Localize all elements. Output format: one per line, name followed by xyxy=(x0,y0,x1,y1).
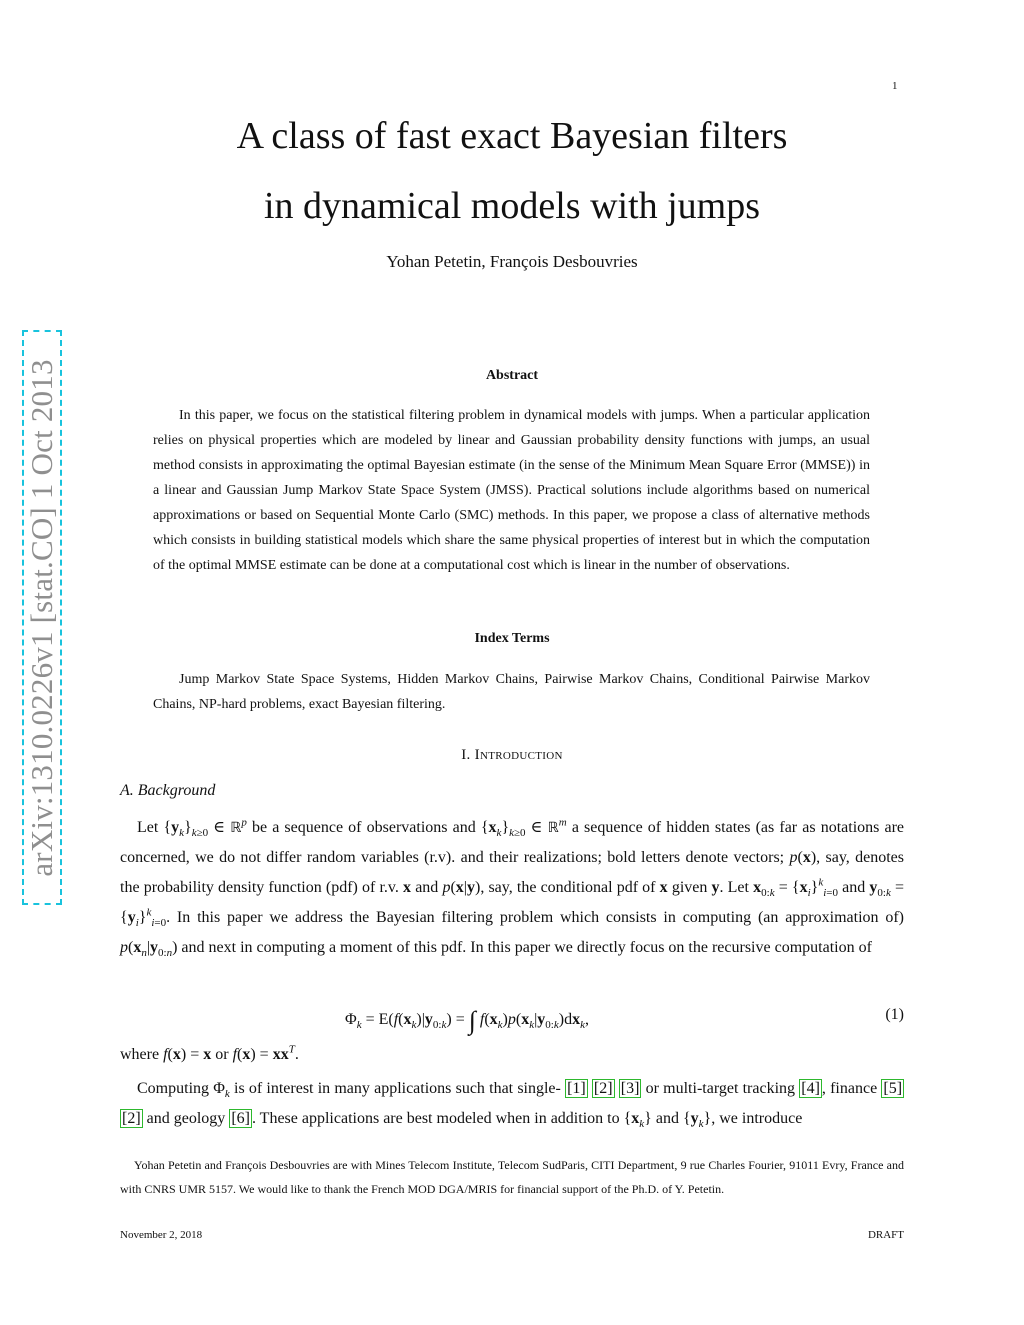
introduction-paragraph-1: Let $\{y_k\}_{k\ge 0}$ ∈ ℝ$^p$ be a sequence of observations and $\{x_k\}_{k\ge 0}$ ∈ ℝ$^m$ a sequence of hidden states (as far as notations are concerned, we do not differ random variables (r.v). and their realizations; bold letters denote vectors; p(x), say, denotes the probability density function (pdf) of r.v. x and p(x|y), say, the conditional pdf of x given y. Let $x_{0:k} = \{x_i\}^k_{i=0}$ and $y_{0:k} = \{y_i\}^k_{i=0}$. In this paper we address the Bayesian filtering problem which consists in computing (an approximation of) $p(x_n|y_{0:n})$ and next in computing a moment of this pdf. In this paper we directly focus on the recursive computation of xyxy=(120,816,905,960)
section-title-initial: I xyxy=(474,747,480,763)
introduction-paragraph-2: Computing $\Phi_k$ is of interest in many applications such that single- [1] [2] [3] or multi-target tracking [4] , finance [5] [2] and geology [6] . These applications are best modeled when in addition to $\{x_k\}$ and $\{y_k\}$, we introduce xyxy=(122,1080,903,1131)
arxiv-stamp xyxy=(22,330,62,905)
equation-number: (1) xyxy=(885,1006,904,1023)
citation-link[interactable]: [4] xyxy=(801,1080,820,1097)
section-title-rest: ntroduction xyxy=(479,747,563,763)
author-list: Yohan Petetin, François Desbouvries xyxy=(386,252,638,271)
citation-link[interactable]: [5] xyxy=(883,1080,903,1097)
section-heading xyxy=(0,747,1024,764)
equation-where-clause: where f(x) = x or $f(x) = xx^T$. xyxy=(120,1043,299,1063)
index-terms-heading: Index Terms xyxy=(474,631,550,646)
subsection-heading: A. Background xyxy=(120,782,216,799)
paper-title-line-2: in dynamical models with jumps xyxy=(263,185,761,227)
author-footnote: Yohan Petetin and François Desbouvries are with Mines Telecom Institute, Telecom SudParis, CITI Department, 9 rue Charles Fourier, 91011 Evry, France and with CNRS UMR 5157. We would like to thank the French MOD DGA/MRIS for financial support of the Ph.D. of Y. Petetin. xyxy=(120,1158,904,1196)
arxiv-identifier: arXiv:1310.0226v1 [stat.CO] 1 Oct 2013 xyxy=(24,358,59,877)
page-number: 1 xyxy=(892,80,898,92)
citation-link[interactable]: [1] xyxy=(567,1080,586,1097)
abstract-text: In this paper, we focus on the statistical filtering problem in dynamical models with jumps. When a particular application relies on physical properties which are modeled by linear and Gaussian probability density functions with jumps, an usual method consists in approximating the optimal Bayesian estimate (in the sense of the Minimum Mean Square Error (MMSE)) in a linear and Gaussian Jump Markov State Space System (JMSS). Practical solutions include algorithms based on numerical approximations or based on Sequential Monte Carlo (SMC) methods. In this paper, we propose a class of alternative methods which consists in building statistical models which share the same physical properties of interest but in which the computation of the optimal MMSE estimate can be done at a computational cost which is linear in the number of observations. xyxy=(153,408,870,573)
citation-link[interactable]: [3] xyxy=(620,1080,640,1097)
citation-link[interactable]: [2] xyxy=(593,1080,613,1097)
paper-title-line-1: A class of fast exact Bayesian filters xyxy=(236,115,788,157)
abstract-heading: Abstract xyxy=(485,368,539,383)
footer-status: DRAFT xyxy=(867,1229,904,1241)
equation-1 xyxy=(120,1004,904,1038)
section-number: I. xyxy=(461,747,475,763)
equation-body: $\Phi_k = E(f(x_k)|y_{0:k})$ = ∫ $f(x_k)p(x_k|y_{0:k})dx_k$, xyxy=(345,1006,589,1035)
index-terms-text: Jump Markov State Space Systems, Hidden Markov Chains, Pairwise Markov Chains, Conditional Pairwise Markov Chains, NP-hard problems, exact Bayesian filtering. xyxy=(153,672,870,712)
citation-link[interactable]: [6] xyxy=(231,1110,250,1127)
footer-date: November 2, 2018 xyxy=(120,1229,203,1241)
citation-link[interactable]: [2] xyxy=(122,1110,141,1127)
